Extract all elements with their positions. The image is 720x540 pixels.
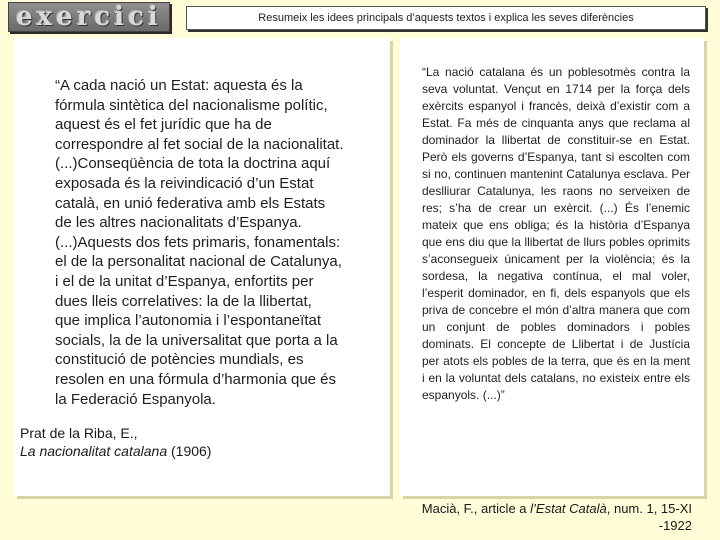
- instruction-text: Resumeix les idees principals d’aquests textos i explica les seves diferències: [258, 12, 634, 24]
- instruction-header: [186, 6, 706, 30]
- macia-citation: [390, 500, 692, 534]
- logo-text: exercici: [16, 2, 162, 32]
- macia-cite-prefix: Macià, F., article a: [421, 501, 531, 516]
- prat-citation: [20, 424, 211, 460]
- prat-year: (1906): [167, 443, 212, 459]
- prat-book-title: La nacionalitat catalana: [20, 443, 168, 459]
- prat-quote: “A cada nació un Estat: aquesta és la fórmula sintètica del nacionalisme polític, aquest és el fet jurídic que ha de correspondre al fet social de la nacionalitat. (...)Conseqüència de tota la doctrina aquí exposada és la reivindicació d’un Estat català, en unió federativa amb els Estats de les altres nacionalitats d’Espanya. (...)Aquests dos fets primaris, fonamentals: el de la personalitat nacional de Catalunya, i el de la unitat d’Espanya, enfortits per dues lleis correlatives: la de la llibertat, que implica l’autonomia i l’espontaneïtat socials, la de la universalitat que porta a la constitució de potències mundials, es resolen en una fórmula d’harmonia que és la Federació Espanyola.: [55, 77, 344, 408]
- prat-author: Prat de la Riba, E.,: [20, 425, 138, 441]
- macia-journal: l’Estat Català: [530, 501, 607, 516]
- exercici-logo: [8, 2, 170, 32]
- macia-cite-suffix: , num. 1, 15-XI -1922: [606, 501, 692, 533]
- macia-quote: “La nació catalana és un poblesotmès contra la seva voluntat. Vençut en 1714 per la força dels exèrcits espanyol i francès, deixà d’existir com a Estat. Fa més de cinquanta anys que reclama al dominador la llibertat de constituir-se en Estat. Però els governs d’Espanya, tant si escolten com si no, continuen mantenint Catalunya esclava. Per deslliurar Catalunya, les raons no serveixen de res; s’ha de crear un exèrcit. (...) És l’enemic mateix que ens obliga; és la història d’Espanya que ens diu que la llibertat de llurs pobles oprimits s’aconsegueix únicament per la violència; és la sordesa, la negativa contínua, el mal voler, l’esperit dominador, en fi, dels espanyols que els priva de concebre el món d’altra manera que com un conjunt de pobles dominadors i pobles dominats. El concepte de Llibertat i de Justícia per atots els pobles de la terra, que és en la ment i en la voluntat dels catalans, no existeix entre els espanyols. (...)”: [422, 65, 690, 402]
